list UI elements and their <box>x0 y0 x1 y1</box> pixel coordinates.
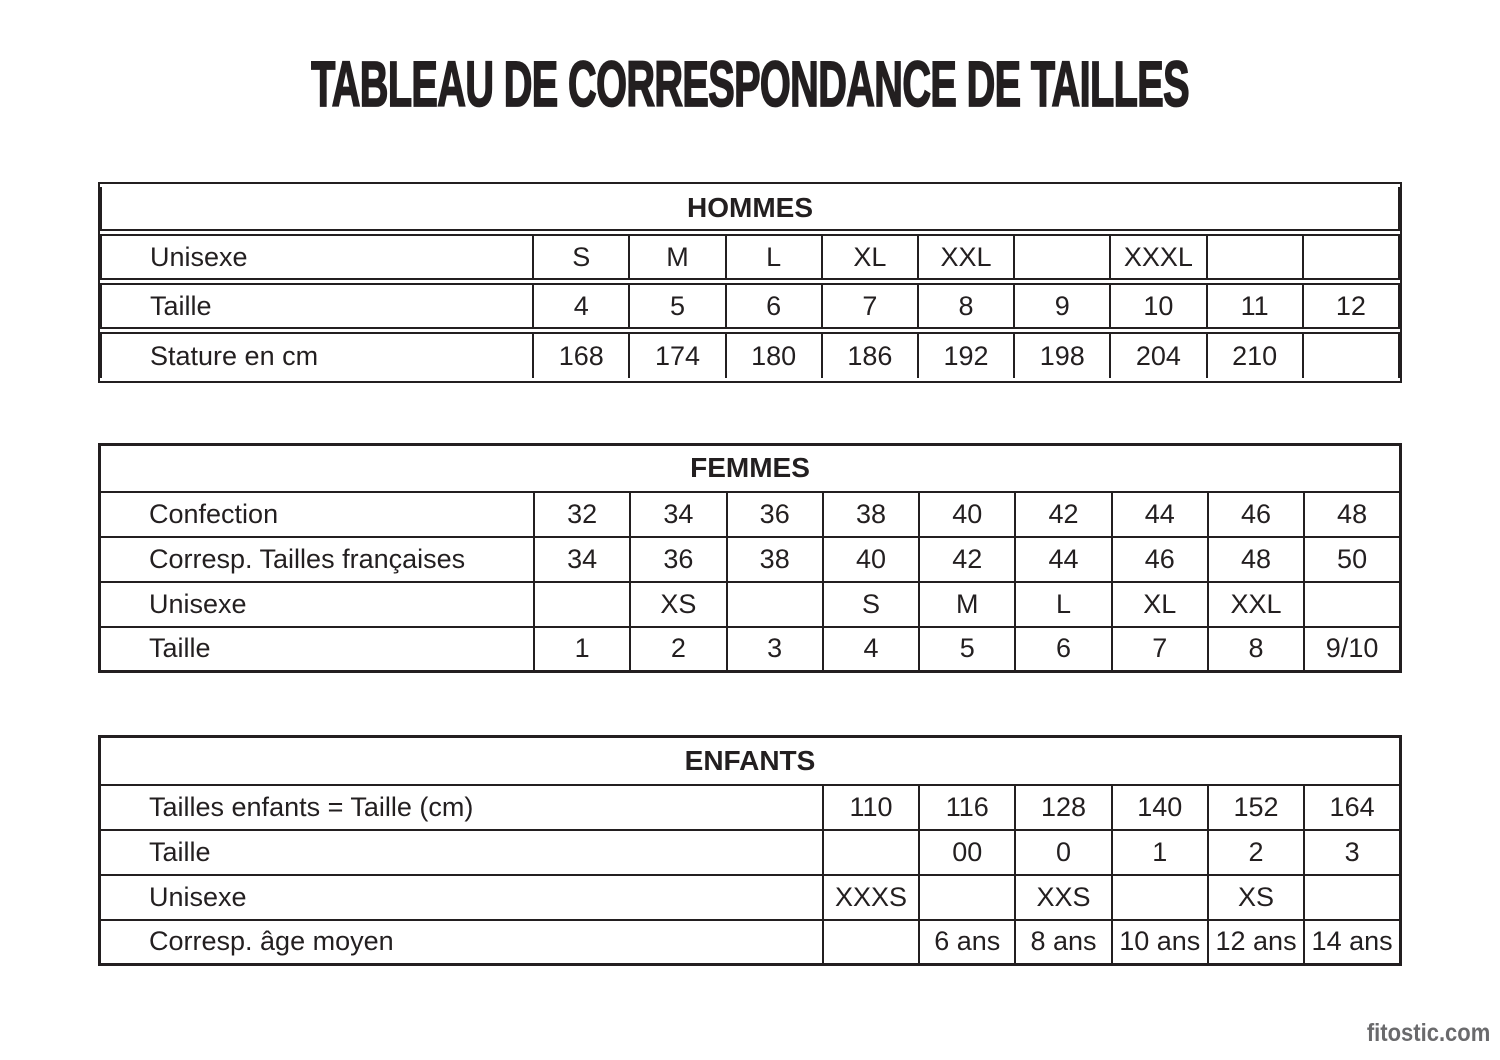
size-cell: 6 ans <box>919 920 1015 965</box>
enfants-table <box>98 735 1402 966</box>
size-cell: XS <box>630 582 726 627</box>
size-cell: L <box>1015 582 1111 627</box>
size-cell: 48 <box>1304 492 1400 537</box>
size-cell: S <box>534 234 630 280</box>
size-cell <box>823 830 919 875</box>
size-cell: 4 <box>534 283 630 329</box>
size-cell: 50 <box>1304 537 1400 582</box>
table-row <box>100 785 1401 830</box>
size-cell: 8 <box>1208 627 1304 672</box>
size-cell: M <box>630 234 726 280</box>
size-cell: 46 <box>1112 537 1208 582</box>
size-cell: XXL <box>1208 582 1304 627</box>
hommes-table <box>98 182 1402 383</box>
row-label: Corresp. Tailles françaises <box>100 537 535 582</box>
table-row <box>100 582 1401 627</box>
size-cell: 11 <box>1208 283 1304 329</box>
size-cell <box>823 920 919 965</box>
size-cell: 198 <box>1015 332 1111 378</box>
size-cell: 6 <box>1015 627 1111 672</box>
size-cell: 128 <box>1015 785 1111 830</box>
size-cell <box>1304 332 1400 378</box>
size-cell: 140 <box>1112 785 1208 830</box>
size-cell: 8 <box>919 283 1015 329</box>
size-cell <box>1208 234 1304 280</box>
size-cell: 9/10 <box>1304 627 1400 672</box>
table-row <box>100 492 1401 537</box>
size-cell: S <box>823 582 919 627</box>
size-table-femmes <box>98 443 1402 673</box>
table-row <box>100 875 1401 920</box>
size-cell: 3 <box>1304 830 1400 875</box>
size-cell: 210 <box>1208 332 1304 378</box>
size-cell: 4 <box>823 627 919 672</box>
size-cell: 12 <box>1304 283 1400 329</box>
size-cell: 116 <box>919 785 1015 830</box>
size-cell: 40 <box>823 537 919 582</box>
row-label: Unisexe <box>100 234 534 280</box>
femmes-header-label: FEMMES <box>100 445 1401 492</box>
row-label: Taille <box>100 283 534 329</box>
size-table-enfants <box>98 735 1402 966</box>
size-cell: 42 <box>1015 492 1111 537</box>
size-cell: 7 <box>823 283 919 329</box>
enfants-header-row <box>100 737 1401 785</box>
enfants-header-label: ENFANTS <box>100 737 1401 785</box>
page-title: TABLEAU DE CORRESPONDANCE DE TAILLES <box>311 48 1189 120</box>
size-cell <box>1015 234 1111 280</box>
size-cell: 40 <box>919 492 1015 537</box>
size-cell <box>1304 234 1400 280</box>
size-cell: 9 <box>1015 283 1111 329</box>
size-cell: L <box>727 234 823 280</box>
row-label: Taille <box>100 830 823 875</box>
size-cell: 3 <box>727 627 823 672</box>
size-cell <box>1304 875 1400 920</box>
size-table-hommes <box>98 182 1402 383</box>
size-cell: 36 <box>630 537 726 582</box>
size-cell <box>1112 875 1208 920</box>
size-cell: 2 <box>630 627 726 672</box>
size-cell: 00 <box>919 830 1015 875</box>
row-label: Unisexe <box>100 582 535 627</box>
row-label: Stature en cm <box>100 332 534 378</box>
size-cell: 44 <box>1112 492 1208 537</box>
hommes-header-label: HOMMES <box>100 187 1400 231</box>
size-cell: 7 <box>1112 627 1208 672</box>
size-cell: 36 <box>727 492 823 537</box>
size-cell: 38 <box>823 492 919 537</box>
size-cell: 14 ans <box>1304 920 1400 965</box>
size-cell: XL <box>1112 582 1208 627</box>
size-cell: 32 <box>534 492 630 537</box>
row-label: Tailles enfants = Taille (cm) <box>100 785 823 830</box>
hommes-header-row <box>100 187 1400 231</box>
size-cell <box>534 582 630 627</box>
size-cell: XXL <box>919 234 1015 280</box>
size-cell: 1 <box>534 627 630 672</box>
size-cell: 10 <box>1111 283 1207 329</box>
tables-container <box>98 182 1402 966</box>
size-cell: 1 <box>1112 830 1208 875</box>
row-label: Confection <box>100 492 535 537</box>
size-cell: 8 ans <box>1015 920 1111 965</box>
size-cell: 152 <box>1208 785 1304 830</box>
size-cell: 186 <box>823 332 919 378</box>
row-label: Unisexe <box>100 875 823 920</box>
size-cell: 168 <box>534 332 630 378</box>
size-cell: 110 <box>823 785 919 830</box>
size-cell: XXS <box>1015 875 1111 920</box>
size-cell: 204 <box>1111 332 1207 378</box>
size-cell: 174 <box>630 332 726 378</box>
size-cell: 192 <box>919 332 1015 378</box>
size-cell: 5 <box>630 283 726 329</box>
size-cell: XXXS <box>823 875 919 920</box>
size-cell: XXXL <box>1111 234 1207 280</box>
size-cell: 5 <box>919 627 1015 672</box>
size-cell: 38 <box>727 537 823 582</box>
size-cell: 44 <box>1015 537 1111 582</box>
size-cell: 6 <box>727 283 823 329</box>
table-row <box>100 234 1400 280</box>
size-cell: 34 <box>630 492 726 537</box>
size-cell: 34 <box>534 537 630 582</box>
table-row <box>100 830 1401 875</box>
size-cell: M <box>919 582 1015 627</box>
table-row <box>100 537 1401 582</box>
size-cell: 10 ans <box>1112 920 1208 965</box>
size-cell: 164 <box>1304 785 1400 830</box>
size-cell <box>1304 582 1400 627</box>
table-row <box>100 627 1401 672</box>
size-cell: XS <box>1208 875 1304 920</box>
size-cell: 46 <box>1208 492 1304 537</box>
femmes-header-row <box>100 445 1401 492</box>
table-row <box>100 332 1400 378</box>
size-cell <box>919 875 1015 920</box>
row-label: Taille <box>100 627 535 672</box>
size-cell: 48 <box>1208 537 1304 582</box>
size-cell: 12 ans <box>1208 920 1304 965</box>
size-cell <box>727 582 823 627</box>
table-row <box>100 283 1400 329</box>
femmes-table <box>98 443 1402 673</box>
size-cell: XL <box>823 234 919 280</box>
row-label: Corresp. âge moyen <box>100 920 823 965</box>
size-cell: 2 <box>1208 830 1304 875</box>
size-cell: 0 <box>1015 830 1111 875</box>
watermark-text: fitostic.com <box>1366 1019 1490 1047</box>
table-row <box>100 920 1401 965</box>
size-cell: 180 <box>727 332 823 378</box>
size-cell: 42 <box>919 537 1015 582</box>
